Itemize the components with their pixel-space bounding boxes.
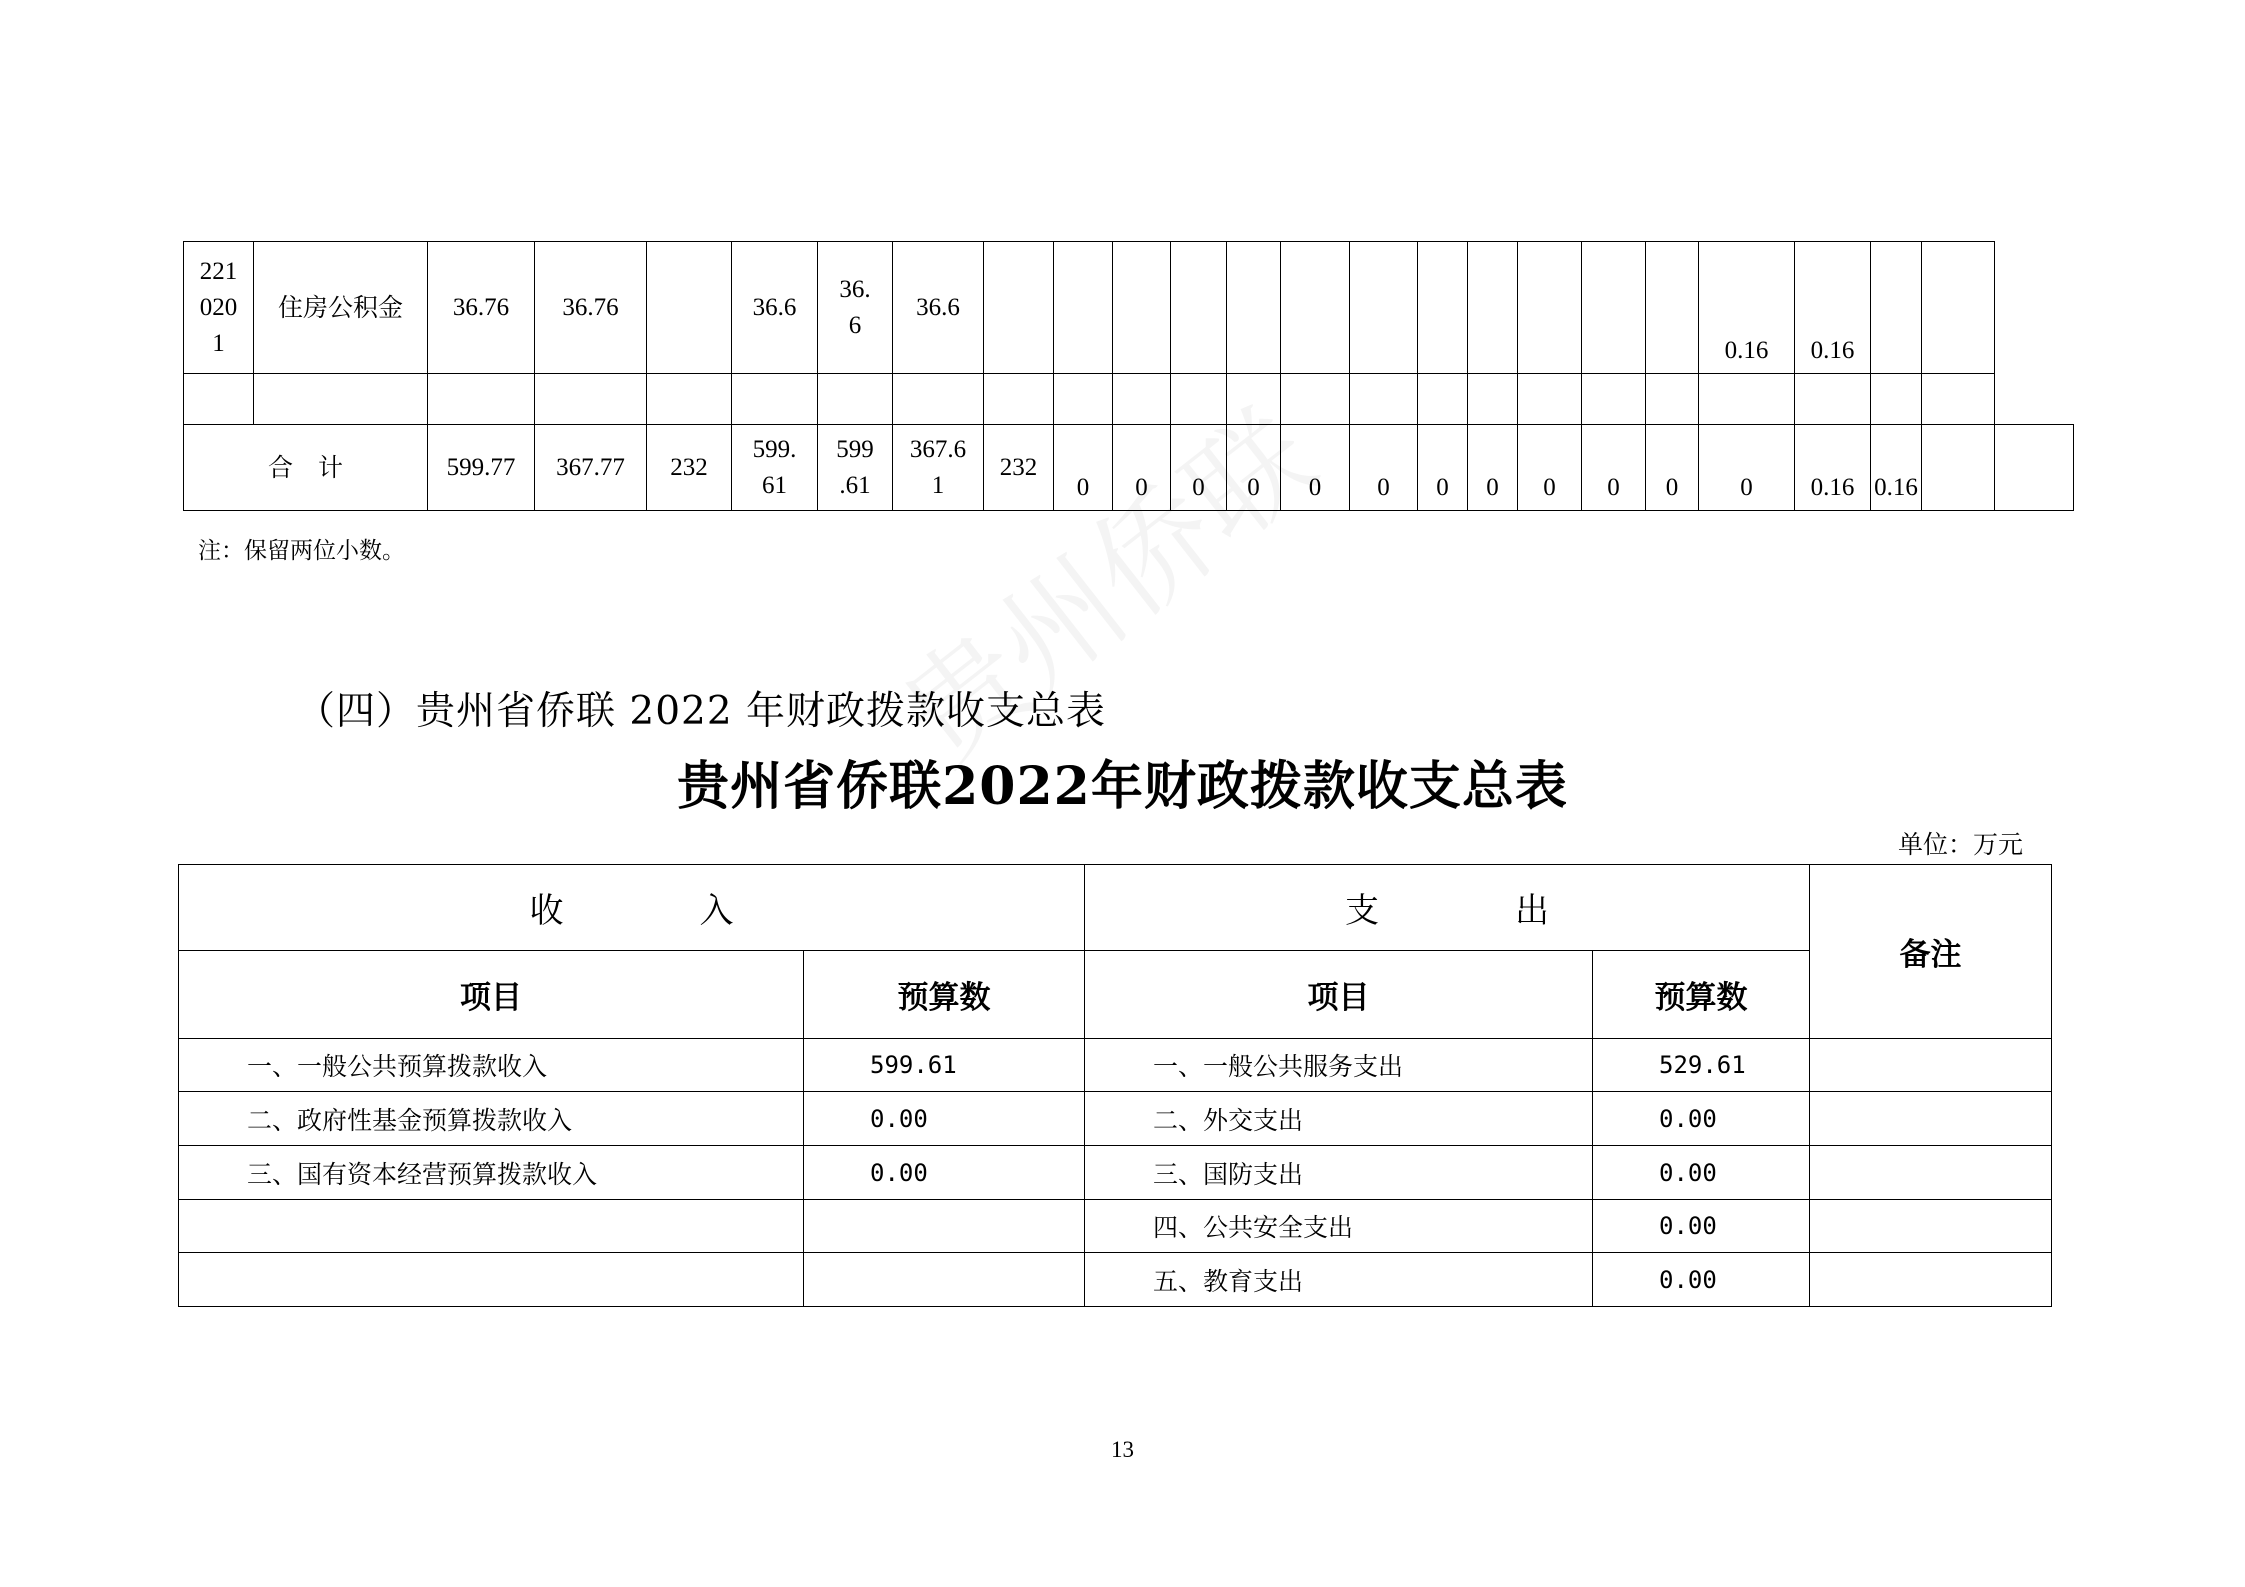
value-cell [893, 425, 984, 511]
account-code-line: 221 [199, 257, 238, 285]
income-budget-header: 预算数 [804, 951, 1085, 1039]
value-cell: 232 [647, 425, 732, 511]
expense-amount: 0.00 [1593, 1200, 1810, 1253]
page-number: 13 [1111, 1437, 1134, 1462]
value-line: 61 [762, 471, 787, 499]
value-line: 1 [931, 471, 945, 499]
expense-item: 四、公共安全支出 [1085, 1200, 1593, 1253]
income-item: 三、国有资本经营预算拨款收入 [179, 1146, 804, 1200]
table-row [184, 374, 2074, 425]
table-note: 注：保留两位小数。 [198, 538, 405, 564]
value-cell: 0 [1646, 425, 1699, 511]
value-cell: 0 [1113, 425, 1171, 511]
expense-item: 二、外交支出 [1085, 1092, 1593, 1146]
table-row [179, 1146, 2052, 1200]
income-item [179, 1253, 804, 1307]
income-amount: 0.00 [804, 1092, 1085, 1146]
value-line: 367.6 [909, 435, 967, 463]
table-row [179, 1092, 2052, 1146]
value-cell: 0 [1582, 425, 1646, 511]
income-amount: 599.61 [804, 1039, 1085, 1092]
value-cell: 0 [1171, 425, 1227, 511]
unit-label: 单位：万元 [1898, 830, 2024, 859]
remarks-cell [1810, 1146, 2052, 1200]
value-cell: 0 [1227, 425, 1281, 511]
value-line: 36. [839, 275, 871, 303]
header-row [179, 865, 2052, 951]
value-cell: 36.76 [535, 242, 647, 374]
remarks-cell [1810, 1039, 2052, 1092]
remarks-cell [1810, 1200, 2052, 1253]
income-amount [804, 1253, 1085, 1307]
remarks-header: 备注 [1810, 865, 2052, 1039]
value-cell: 232 [984, 425, 1054, 511]
total-label: 合 计 [184, 425, 428, 511]
page-title: 贵州省侨联2022年财政拨款收支总表 [677, 756, 1568, 817]
expense-amount: 529.61 [1593, 1039, 1810, 1092]
table-row [179, 1200, 2052, 1253]
value-cell: 0 [1468, 425, 1518, 511]
fiscal-summary-table [178, 864, 2052, 1307]
value-line: 599. [752, 435, 797, 463]
expense-budget-header: 预算数 [1593, 951, 1810, 1039]
expense-item: 三、国防支出 [1085, 1146, 1593, 1200]
section-heading: （四）贵州省侨联 2022 年财政拨款收支总表 [296, 689, 1107, 734]
income-item-header: 项目 [179, 951, 804, 1039]
table-row [179, 1253, 2052, 1307]
value-cell: 0.16 [1795, 425, 1871, 511]
value-cell: 0.16 [1871, 425, 1922, 511]
value-cell: 36.6 [732, 242, 818, 374]
value-cell [818, 242, 893, 374]
total-row [184, 425, 2074, 511]
income-amount [804, 1200, 1085, 1253]
income-item [179, 1200, 804, 1253]
value-cell: 0 [1350, 425, 1418, 511]
remarks-cell [1810, 1253, 2052, 1307]
expense-item-header: 项目 [1085, 951, 1593, 1039]
value-cell [647, 242, 732, 374]
income-header: 收 入 [179, 865, 1085, 951]
account-code-line: 1 [212, 329, 225, 357]
table-row [184, 242, 2074, 374]
income-item: 二、政府性基金预算拨款收入 [179, 1092, 804, 1146]
income-amount: 0.00 [804, 1146, 1085, 1200]
value-line: 6 [848, 311, 862, 339]
expense-amount: 0.00 [1593, 1092, 1810, 1146]
value-cell: 0 [1418, 425, 1468, 511]
budget-detail-table-continued [183, 241, 2074, 511]
account-code-cell [184, 242, 254, 374]
table-row [179, 1039, 2052, 1092]
value-cell [732, 425, 818, 511]
value-cell: 367.77 [535, 425, 647, 511]
value-cell: 0 [1699, 425, 1795, 511]
value-cell [818, 425, 893, 511]
remarks-cell [1810, 1092, 2052, 1146]
expense-item: 五、教育支出 [1085, 1253, 1593, 1307]
value-cell: 599.77 [428, 425, 535, 511]
value-cell: 36.6 [893, 242, 984, 374]
value-line: .61 [839, 471, 871, 499]
value-cell: 36.76 [428, 242, 535, 374]
expense-amount: 0.00 [1593, 1146, 1810, 1200]
account-code-line: 020 [199, 293, 238, 321]
value-cell: 0.16 [1795, 242, 1871, 374]
subheader-row [179, 951, 2052, 1039]
value-cell: 0.16 [1699, 242, 1795, 374]
expense-header: 支 出 [1085, 865, 1810, 951]
value-cell: 0 [1054, 425, 1113, 511]
value-cell: 0 [1518, 425, 1582, 511]
value-cell: 0 [1281, 425, 1350, 511]
expense-amount: 0.00 [1593, 1253, 1810, 1307]
income-item: 一、一般公共预算拨款收入 [179, 1039, 804, 1092]
account-name-cell: 住房公积金 [254, 242, 428, 374]
expense-item: 一、一般公共服务支出 [1085, 1039, 1593, 1092]
value-line: 599 [836, 435, 874, 463]
